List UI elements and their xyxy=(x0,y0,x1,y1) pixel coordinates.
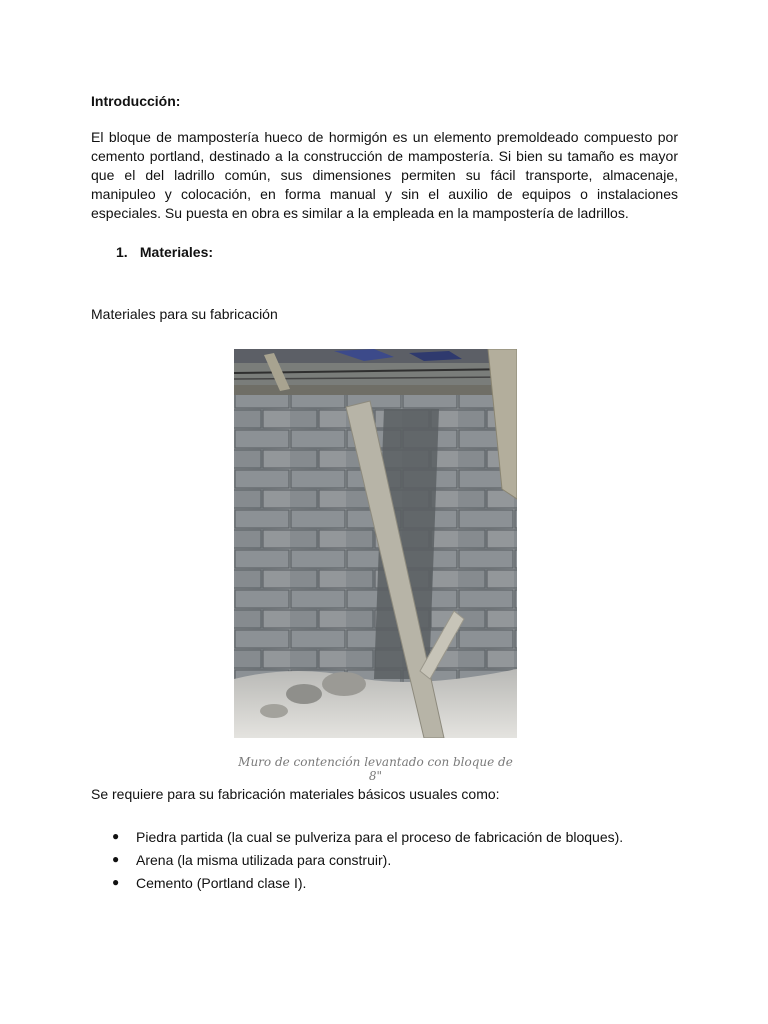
section-heading xyxy=(116,244,213,260)
bullet-icon: ● xyxy=(112,829,120,843)
bullet-icon: ● xyxy=(112,875,120,889)
intro-heading: Introducción: xyxy=(91,93,181,109)
list-item xyxy=(0,852,700,872)
figure-caption: Muro de contención levantado con bloque de 8" xyxy=(238,755,513,783)
materials-subheading: Materiales para su fabricación xyxy=(91,306,278,322)
intro-paragraph: El bloque de mampostería hueco de hormigón es un elemento premoldeado compuesto por cemento portland, destinado a la construcción de mampostería. Si bien su tamaño es mayor que el del ladrillo común, sus dimensiones permiten su fácil transporte, almacenaje, manipuleo y colocación, en forma manual y sin el auxilio de equipos o instalaciones especiales. Su puesta en obra es similar a la empleada en la mampostería de ladrillos. xyxy=(91,129,678,221)
bullet-icon: ● xyxy=(112,852,120,866)
lead-sentence: Se requiere para su fabricación materiales básicos usuales como: xyxy=(91,786,500,802)
section-title: Materiales: xyxy=(139,244,214,260)
list-item-text: Arena (la misma utilizada para construir). xyxy=(136,852,392,868)
retaining-wall-photo xyxy=(234,349,517,738)
list-item xyxy=(0,875,700,895)
list-item xyxy=(0,829,700,849)
section-number: 1. xyxy=(116,244,128,260)
list-item-text: Piedra partida (la cual se pulveriza para el proceso de fabricación de bloques). xyxy=(136,829,624,845)
list-item-text: Cemento (Portland clase I). xyxy=(136,875,307,891)
